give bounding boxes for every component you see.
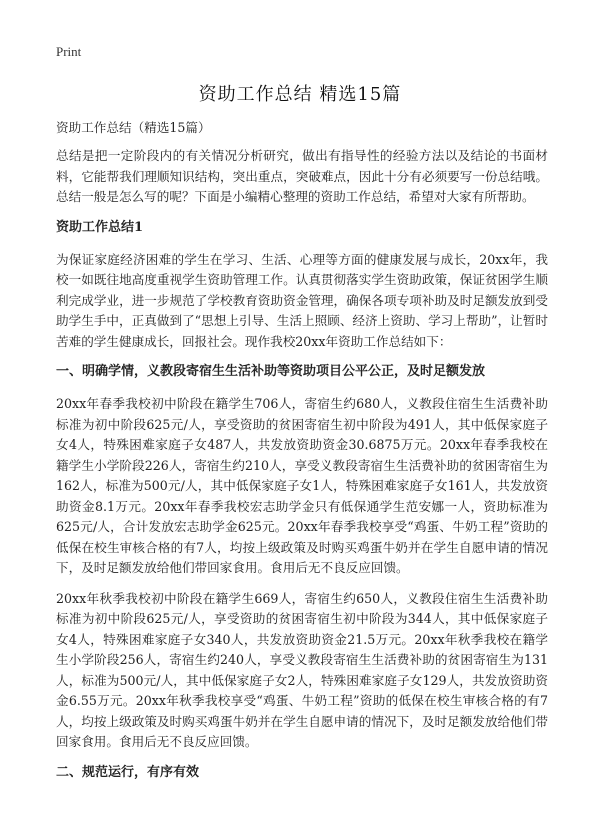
section-paragraph: 20xx年秋季我校初中阶段在籍学生669人，寄宿生约650人，义教段住宿生生活费补助标准为初中阶段625元/人，享受资助的贫困寄宿生初中阶段为344人，其中低保家庭子女4人，特殊困难家庭子女340人，共发放资助资金21.5万元。20xx年秋季我校在籍学生小学阶段256人，寄宿生约240人，享受义教段寄宿生生活费补助的贫困寄宿生为131人，标准为500元/人，其中低保家庭子女2人，特殊困难家庭子女129人，共发放资助资金6.55万元。20xx年秋季我校享受“鸡蛋、牛奶工程”资助的低保在校生审核合格的有7人，均按上级政策及时购买鸡蛋牛奶并在学生自愿申请的情况下，及时足额发放给他们带回家食用。食用后无不良反应回馈。 — [56, 590, 548, 749]
subsection-heading: 一、明确学情，义教段寄宿生生活补助等资助项目公平公正，及时足额发放 — [56, 364, 486, 379]
page-title: 资助工作总结 精选15篇 — [198, 84, 402, 105]
document-body — [56, 118, 548, 795]
print-link[interactable]: Print — [56, 44, 82, 59]
section-heading: 资助工作总结1 — [56, 219, 144, 235]
subsection-heading: 二、规范运行，有序有效 — [56, 764, 200, 780]
section-paragraph: 为保证家庭经济困难的学生在学习、生活、心理等方面的健康发展与成长，20xx年，我校一如既往地高度重视学生资助管理工作。认真贯彻落实学生资助政策，保证贫困学生顺利完成学业，进一步规范了学校教育资助资金管理，确保各项专项补助及时足额发放到受助学生手中，正真做到了“思想上引导、生活上照顾、经济上资助、学习上帮助”，让暂时苦难的学生健康成长，回报社会。现作我校20xx年资助工作总结如下： — [56, 251, 548, 349]
document-subtitle: 资助工作总结（精选15篇） — [56, 120, 211, 135]
section-paragraph: 20xx年春季我校初中阶段在籍学生706人，寄宿生约680人，义教段住宿生生活费补助标准为初中阶段625元/人，享受资助的贫困寄宿生初中阶段为491人，其中低保家庭子女4人，特殊困难家庭子女487人，共发放资助资金30.6875万元。20xx年春季我校在籍学生小学阶段226人，寄宿生约210人，享受义教段寄宿生生活费补助的贫困寄宿生为162人，标准为500元/人，其中低保家庭子女1人，特殊困难家庭子女161人，共发放资助资金8.1万元。20xx年春季我校宏志助学金只有低保通学生范安娜一人，资助标准为625元/人，合计发放宏志助学金625元。20xx年春季我校享受“鸡蛋、牛奶工程”资助的低保在校生审核合格的有7人，均按上级政策及时购买鸡蛋牛奶并在学生自愿申请的情况下，及时足额发放给他们带回家食用。食用后无不良反应回馈。 — [56, 396, 548, 575]
intro-paragraph: 总结是把一定阶段内的有关情况分析研究，做出有指导性的经验方法以及结论的书面材料，它能帮我们理顺知识结构，突出重点，突破难点，因此十分有必须要写一份总结哦。总结一般是怎么写的呢？下面是小编精心整理的资助工作总结，希望对大家有所帮助。 — [56, 148, 548, 204]
